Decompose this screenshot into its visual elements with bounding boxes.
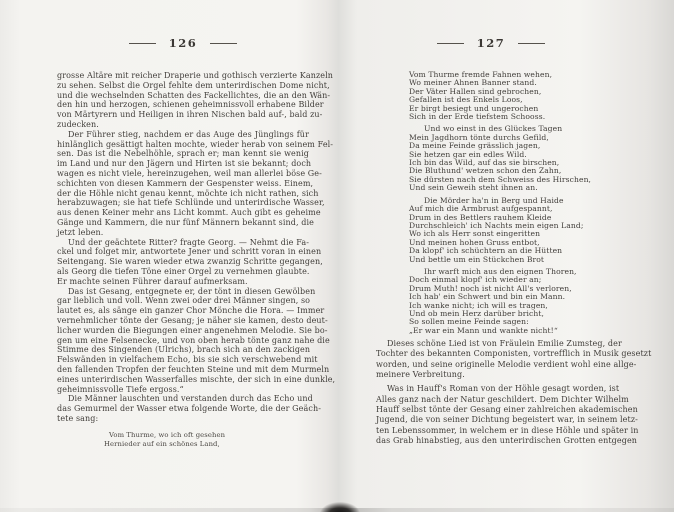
page-126 (57, 36, 336, 449)
text-line: Ich hab' ein Schwert und bin ein Mann. (409, 292, 566, 302)
text-line: Die Mörder ha'n in Berg und Haide (424, 195, 564, 205)
right-page-poem (409, 71, 606, 335)
page-number-left: 126 (168, 36, 198, 50)
stanza (409, 71, 606, 121)
text-line: Und meinen hohen Gruss entbot, (409, 237, 540, 247)
text-line: von Märtyrern und Heiligen in ihren Nischen bald auf-, bald zu- (57, 110, 323, 120)
text-line: schichten von diesen Kammern der Gespenster weiss. Einem, (57, 178, 314, 188)
text-line: Da klopf' ich schüchtern an die Hütten (409, 246, 563, 256)
text-line: Und wo einst in des Glückes Tagen (424, 124, 563, 134)
text-line: Drum Muth! noch ist nicht All's verloren, (409, 283, 572, 293)
text-line: Er machte seinen Führer darauf aufmerksam. (57, 276, 248, 286)
text-line: Stimme des Singenden (Ulrichs), brach sich an den zackigen (57, 345, 311, 355)
text-line: das Gemurmel der Wasser etwa folgende Worte, die der Geäch- (57, 404, 321, 414)
text-line: Doch einmal klopf' ich wieder an; (409, 275, 542, 285)
text-line: „Er war ein Mann und wankte nicht!“ (409, 325, 558, 335)
text-line: Das ist Gesang, entgegnete er, der tönt in diesen Gewölben (68, 286, 316, 296)
text-line: Und bettle um ein Stückchen Brot (409, 254, 545, 264)
text-line: Hernieder auf ein schönes Land, (104, 439, 220, 448)
text-line: Der Führer stieg, nachdem er das Auge des Jünglings für (68, 129, 309, 139)
text-line: Seitengang. Sie waren wieder etwa zwanzig Schritte gegangen, (57, 257, 323, 267)
text-line: Auf mich die Armbrust aufgespannt, (409, 204, 553, 214)
text-line: grosse Altäre mit reicher Draperie und gothisch verzierte Kanzeln (57, 71, 334, 80)
text-line: Die Bluthund' wetzen schon den Zahn, (409, 166, 562, 176)
text-line: zu sehen. Selbst die Orgel fehlte dem unterirdischen Dome nicht, (57, 80, 330, 90)
stanza (409, 125, 606, 192)
text-line: Gefallen ist des Enkels Loos, (409, 95, 523, 105)
text-line: worden, und seine originelle Melodie verdient wohl eine allge- (376, 359, 637, 369)
text-line: Alles ganz nach der Natur geschildert. Dem Dichter Wilhelm (376, 394, 629, 404)
text-line: Mein Jagdhorn tönte durchs Gefild, (409, 132, 549, 142)
text-line: aus denen Keiner mehr ans Licht kommt. Auch gibt es geheime (57, 208, 321, 218)
text-line: hinlänglich gesättigt halten mochte, wieder herab von seinem Fel- (57, 139, 334, 149)
text-line: und die wechselnden Schatten des Fackellichtes, die an den Wän- (57, 90, 331, 100)
text-line: Tochter des bekannten Componisten, vortrefflich in Musik gesetzt (376, 349, 652, 359)
text-line: Der Väter Hallen sind gebrochen, (409, 86, 542, 96)
text-line: im Land und nur den Jägern und Hirten ist sie bekannt; doch (57, 159, 312, 169)
text-line: Drum in des Bettlers rauhem Kleide (409, 212, 552, 222)
right-page-text (376, 339, 652, 446)
header-rule-left (437, 43, 464, 44)
text-line: herabzuwagen; sie hat tiefe Schlünde und unterirdische Wasser, (57, 198, 325, 208)
header-rule-right (518, 43, 545, 44)
left-page-text (57, 71, 336, 424)
text-line: vernehmlicher tönte der Gesang; je näher sie kamen, desto deut- (57, 315, 328, 325)
text-line: Dieses schöne Lied ist von Fräulein Emilie Zumsteg, der (387, 339, 622, 349)
page-number-right: 127 (476, 36, 506, 50)
paragraph (57, 286, 336, 395)
paragraph (57, 129, 334, 238)
text-line: Sie dürsten nach dem Schweiss des Hirschen, (409, 174, 592, 184)
text-line: Sich in der Erde tiefstem Schooss. (409, 112, 546, 122)
text-line: gen um eine Felsenecke, und von oben herab tönte ganz nahe die (57, 335, 330, 345)
text-line: ckel und folget mir, antwortete Jener und schritt voran in einen (57, 247, 322, 257)
text-line: den fallenden Tropfen der feuchten Steine und mit dem Murmeln (57, 364, 330, 374)
text-line: Ihr warft mich aus den eignen Thoren, (424, 266, 577, 276)
text-line: Jugend, die von seiner Dichtung begeistert war, in seinem letz- (376, 415, 638, 425)
text-line: das Grab hinabstieg, aus den unterirdischen Grotten entgegen (376, 435, 638, 445)
text-line: den hin und herzogen, schienen geheimnissvoll erhabene Bilder (57, 100, 324, 110)
text-line: Und ob mein Herz darüber bricht, (409, 308, 545, 318)
text-line: zudecken. (57, 119, 99, 129)
text-line: gar lieblich und voll. Wenn zwei oder drei Männer singen, so (57, 296, 311, 306)
paragraph (57, 71, 334, 130)
text-line: Ich bin das Wild, auf das sie birschen, (409, 158, 560, 168)
text-line: Wo meiner Ahnen Banner stand. (409, 78, 537, 88)
text-line: Gänge und Kammern, die nur fünf Männern bekannt sind, die (57, 217, 314, 227)
text-line: Hauff selbst tönte der Gesang einer zahlreichen akademischen (376, 404, 638, 414)
text-line: Sie hetzen gar ein edles Wild. (409, 149, 527, 159)
paragraph (57, 237, 323, 287)
page-127 (376, 36, 652, 450)
text-line: wagen es nicht viele, hereinzugehen, weil man allerlei böse Ge- (57, 168, 322, 178)
paragraph (57, 394, 321, 423)
text-line: jetzt leben. (57, 227, 104, 237)
text-line: meinere Verbreitung. (376, 370, 465, 380)
text-line: Und sein Geweih steht ihnen an. (409, 183, 538, 193)
text-line: lautet es, als sänge ein ganzer Chor Mönche die Hora. — Immer (57, 306, 325, 316)
text-line: licher wurden die Biegungen einer angenehmen Melodie. Sie bo- (57, 325, 328, 335)
page-header-left (57, 36, 309, 50)
text-line: Ich wanke nicht; ich will es tragen, (409, 300, 548, 310)
text-line: Vom Thurme fremde Fahnen wehen, (409, 70, 553, 79)
text-line: Die Männer lauschten und verstanden durch das Echo und (68, 394, 313, 404)
text-line: geheimnissvolle Tiefe ergoss.“ (57, 384, 184, 394)
left-page-song-excerpt (104, 431, 309, 450)
page-header-right (376, 36, 606, 50)
text-line: Wo ich als Herr sonst eingeritten (409, 229, 541, 239)
text-line: Da meine Feinde grässlich jagen, (409, 141, 541, 151)
text-line: Und der geächtete Ritter? fragte Georg. — Nehmt die Fa- (68, 237, 309, 247)
text-line: der die Höhle nicht genau kennt, möchte ich nicht rathen, sich (57, 188, 319, 198)
text-line: sen. Das ist die Nebelhöhle, sprach er; man kennt sie wenig (57, 149, 309, 159)
book-spine-shadow (320, 502, 360, 512)
text-line: Durchschleich' ich Nachts mein eigen Land; (409, 220, 584, 230)
stanza (409, 268, 606, 335)
text-line: Vom Thurme, wo ich oft gesehen (109, 430, 226, 439)
text-line: als Georg die tiefen Töne einer Orgel zu vernehmen glaubte. (57, 266, 310, 276)
text-line: Er birgt besiegt und ungerochen (409, 103, 539, 113)
text-line: ten Lebenssommer, in welchem er in diese Höhle und später in (376, 425, 639, 435)
text-line: eines unterirdischen Wasserfalles mischte, der sich in eine dunkle, (57, 374, 336, 384)
text-line: So sollen meine Feinde sagen: (409, 317, 529, 327)
text-line: tete sang: (57, 413, 99, 423)
header-rule-right (210, 43, 237, 44)
stanza (409, 197, 606, 264)
paragraph (376, 384, 639, 446)
paragraph (376, 339, 652, 380)
text-line: Felswänden in vielfachem Echo, bis sie sich verschwebend mit (57, 355, 318, 365)
text-line: Was in Hauff's Roman von der Höhle gesagt worden, ist (387, 384, 620, 394)
header-rule-left (129, 43, 156, 44)
